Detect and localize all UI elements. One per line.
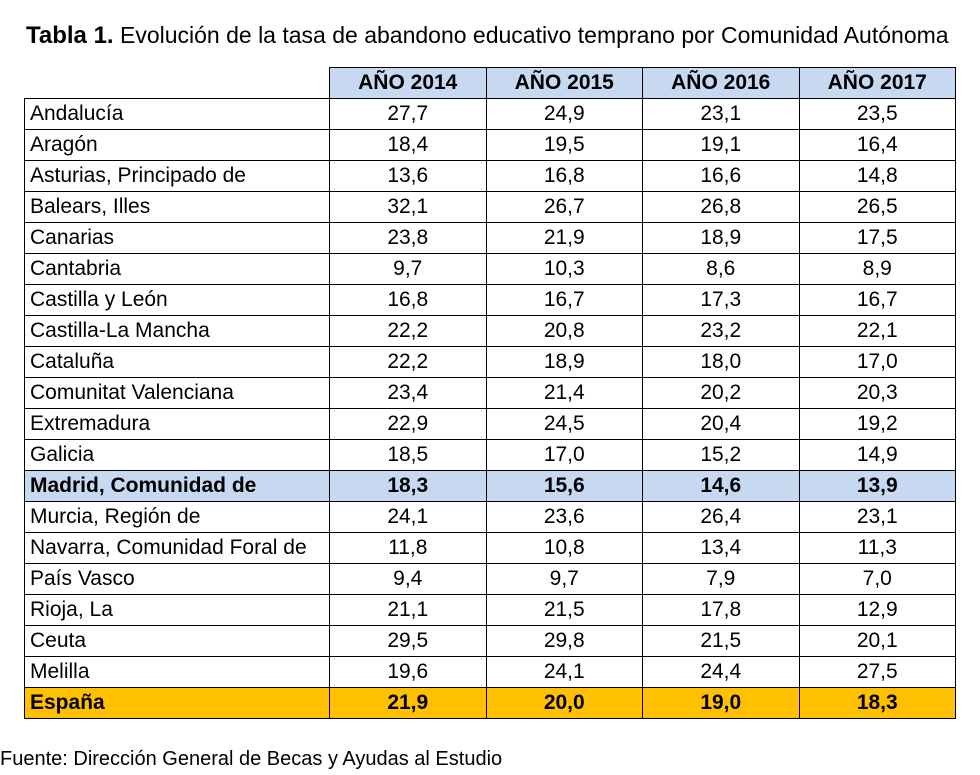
rate-value: 17,0 [486,440,643,471]
rate-value: 19,6 [330,657,487,688]
region-name: País Vasco [25,564,330,595]
rate-value: 21,9 [486,223,643,254]
rate-value: 13,9 [799,471,956,502]
rate-value: 17,8 [643,595,800,626]
table-row [25,254,956,285]
rate-value: 20,8 [486,316,643,347]
rate-value: 11,3 [799,533,956,564]
rate-value: 10,3 [486,254,643,285]
rate-value: 24,5 [486,409,643,440]
region-name: Comunitat Valenciana [25,378,330,409]
region-name: Madrid, Comunidad de [25,471,330,502]
rate-value: 19,2 [799,409,956,440]
rate-value: 20,2 [643,378,800,409]
region-name: Canarias [25,223,330,254]
rate-value: 9,7 [486,564,643,595]
rate-value: 8,9 [799,254,956,285]
table-row [25,657,956,688]
rate-value: 24,1 [486,657,643,688]
rate-value: 14,6 [643,471,800,502]
rate-value: 9,4 [330,564,487,595]
region-name: Navarra, Comunidad Foral de [25,533,330,564]
region-name: Extremadura [25,409,330,440]
rate-value: 19,1 [643,130,800,161]
rate-value: 20,4 [643,409,800,440]
rate-value: 11,8 [330,533,487,564]
rate-value: 23,6 [486,502,643,533]
rate-value: 23,8 [330,223,487,254]
rate-value: 7,9 [643,564,800,595]
table-row [25,440,956,471]
rate-value: 12,9 [799,595,956,626]
rate-value: 21,5 [486,595,643,626]
rate-value: 19,0 [643,688,800,719]
table-row [25,130,956,161]
rate-value: 16,7 [799,285,956,316]
rate-value: 15,6 [486,471,643,502]
rate-value: 21,1 [330,595,487,626]
rate-value: 24,9 [486,99,643,130]
table-row [25,223,956,254]
table-body [25,99,956,719]
region-name: Melilla [25,657,330,688]
rate-value: 21,9 [330,688,487,719]
region-name: Castilla y León [25,285,330,316]
region-name: Aragón [25,130,330,161]
rate-value: 18,9 [486,347,643,378]
rate-value: 13,6 [330,161,487,192]
region-name: Ceuta [25,626,330,657]
column-header: AÑO 2017 [799,68,956,99]
rate-value: 23,1 [643,99,800,130]
rate-value: 27,7 [330,99,487,130]
column-header: AÑO 2016 [643,68,800,99]
table-row [25,564,956,595]
region-name: Andalucía [25,99,330,130]
rate-value: 17,3 [643,285,800,316]
region-name: Castilla-La Mancha [25,316,330,347]
rate-value: 18,3 [799,688,956,719]
rate-value: 23,4 [330,378,487,409]
table-row [25,285,956,316]
rate-value: 20,1 [799,626,956,657]
column-header: AÑO 2014 [330,68,487,99]
region-name: Rioja, La [25,595,330,626]
rate-value: 26,7 [486,192,643,223]
source-note: Fuente: Dirección General de Becas y Ayudas al Estudio [0,748,503,770]
rate-value: 32,1 [330,192,487,223]
table-row-total [25,688,956,719]
rate-value: 18,5 [330,440,487,471]
rate-value: 14,8 [799,161,956,192]
header-corner [25,68,330,99]
rate-value: 22,9 [330,409,487,440]
rate-value: 13,4 [643,533,800,564]
rate-value: 18,9 [643,223,800,254]
rate-value: 22,1 [799,316,956,347]
region-name: Cataluña [25,347,330,378]
rate-value: 7,0 [799,564,956,595]
rate-value: 18,0 [643,347,800,378]
rate-value: 21,5 [643,626,800,657]
region-name: Asturias, Principado de [25,161,330,192]
table-row [25,192,956,223]
caption-text: Evolución de la tasa de abandono educativo temprano por Comunidad Autónoma [119,22,949,48]
rate-value: 22,2 [330,347,487,378]
table-row [25,99,956,130]
region-name: Galicia [25,440,330,471]
rate-value: 21,4 [486,378,643,409]
rate-value: 26,4 [643,502,800,533]
rate-value: 20,0 [486,688,643,719]
table-row [25,409,956,440]
rate-value: 23,2 [643,316,800,347]
table-row [25,626,956,657]
rate-value: 15,2 [643,440,800,471]
rate-value: 22,2 [330,316,487,347]
rate-value: 29,8 [486,626,643,657]
table-row [25,347,956,378]
table-row [25,502,956,533]
rate-value: 16,6 [643,161,800,192]
table-row-highlighted [25,471,956,502]
region-name: Balears, Illes [25,192,330,223]
rate-value: 10,8 [486,533,643,564]
rate-value: 17,5 [799,223,956,254]
table-row [25,316,956,347]
table-row [25,533,956,564]
caption-label: Tabla 1. [26,22,114,49]
region-name: Murcia, Región de [25,502,330,533]
table-caption [26,22,949,50]
rate-value: 20,3 [799,378,956,409]
rate-value: 9,7 [330,254,487,285]
rate-value: 26,8 [643,192,800,223]
region-name: Cantabria [25,254,330,285]
rate-value: 23,5 [799,99,956,130]
rate-value: 18,3 [330,471,487,502]
rate-value: 14,9 [799,440,956,471]
rate-value: 27,5 [799,657,956,688]
rate-value: 19,5 [486,130,643,161]
rate-value: 29,5 [330,626,487,657]
rate-value: 17,0 [799,347,956,378]
data-table [24,67,956,719]
rate-value: 16,8 [330,285,487,316]
table-row [25,595,956,626]
column-header: AÑO 2015 [486,68,643,99]
rate-value: 23,1 [799,502,956,533]
header-row [25,68,956,99]
rate-value: 8,6 [643,254,800,285]
rate-value: 16,4 [799,130,956,161]
rate-value: 18,4 [330,130,487,161]
table-row [25,378,956,409]
rate-value: 16,7 [486,285,643,316]
rate-value: 26,5 [799,192,956,223]
rate-value: 16,8 [486,161,643,192]
table-row [25,161,956,192]
rate-value: 24,1 [330,502,487,533]
rate-value: 24,4 [643,657,800,688]
region-name: España [25,688,330,719]
